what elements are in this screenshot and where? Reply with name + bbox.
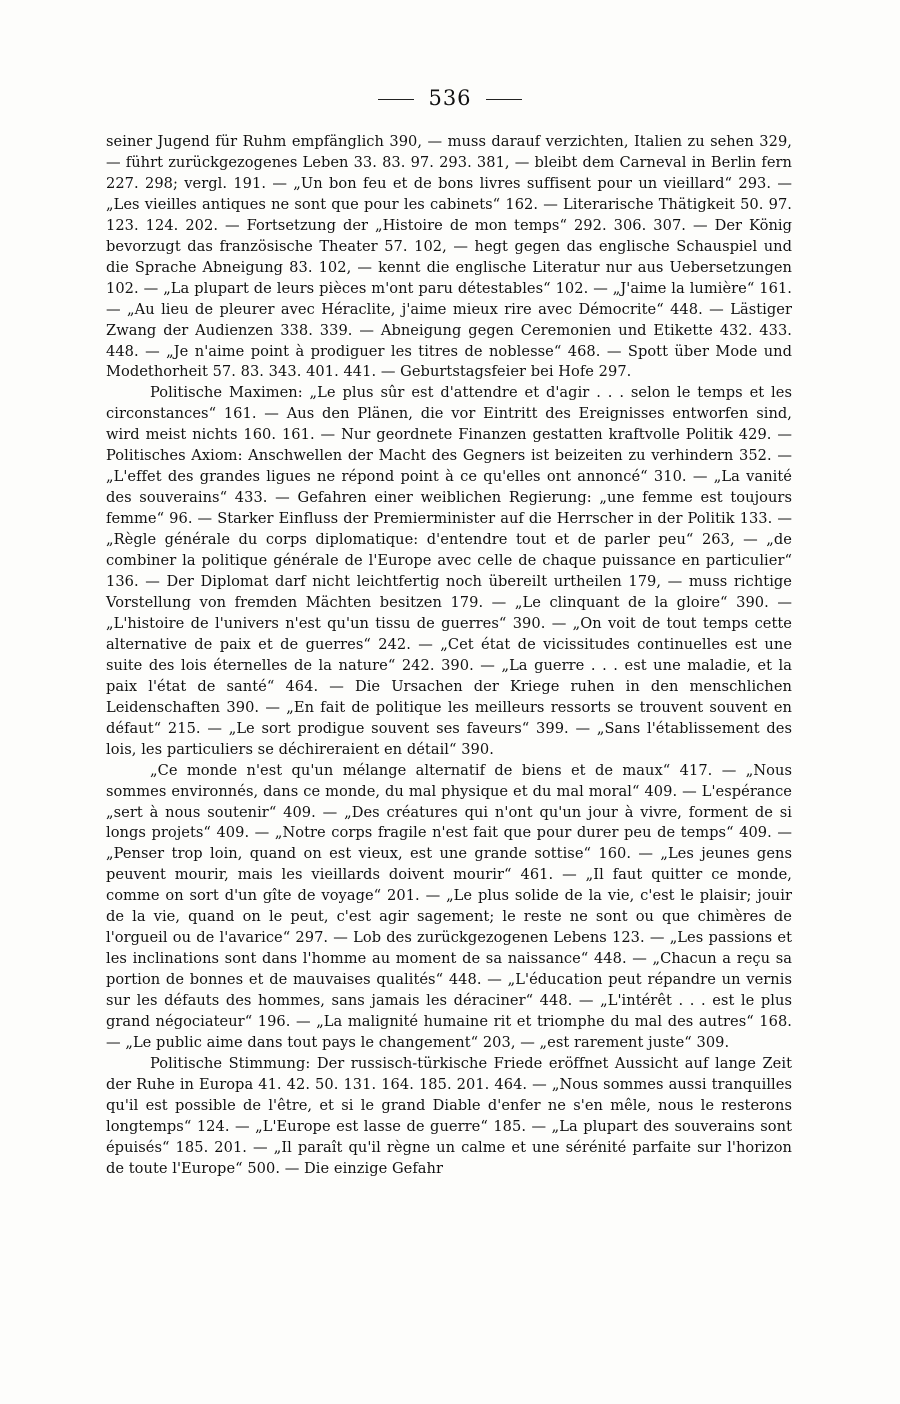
paragraph-2: Politische Maximen: „Le plus sûr est d'attendre et d'agir . . . selon le temps et les circonstances“ 161. — Aus den Plänen, die vor Eintritt des Ereignisses entworfen sind, wird meist nichts 160. 161. — Nur geordnete Finanzen gestatten kraftvolle Politik 429. — Politisches Axiom: Anschwellen der Macht des Gegners ist beizeiten zu verhindern 352. — „L'effet des grandes ligues ne répond point à ce qu'elles ont annoncé“ 310. — „La vanité des souverains“ 433. — Gefahren einer weiblichen Regierung: „une femme est toujours femme“ 96. — Starker Einfluss der Premierminister auf die Herrscher in der Politik 133. — „Règle générale du corps diplomatique: d'entendre tout et de parler peu“ 263, — „de combiner la politique générale de l'Europe avec celle de chaque puissance en particulier“ 136. — Der Diplomat darf nicht leichtfertig noch übereilt urtheilen 179, — muss richtige Vorstellung von fremden Mächten besitzen 179. — „Le clinquant de la gloire“ 390. — „L'histoire de l'univers n'est qu'un tissu de guerres“ 390. — „On voit de tout temps cette alternative de paix et de guerres“ 242. — „Cet état de vicissitudes continuelles est une suite des lois éternelles de la nature“ 242. 390. — „La guerre . . . est une maladie, et la paix l'état de santé“ 464. — Die Ursachen der Kriege ruhen in den menschlichen Leidenschaften 390. — „En fait de politique les meilleurs ressorts se trouvent souvent en défaut“ 215. — „Le sort prodigue souvent ses faveurs“ 399. — „Sans l'établissement des lois, les particuliers se déchireraient en détail“ 390.	[106, 384, 792, 758]
paragraph-1: seiner Jugend für Ruhm empfänglich 390, — muss darauf verzichten, Italien zu sehen 329, — führt zurückgezogenes Leben 33. 83. 97. 293. 381, — bleibt dem Carneval in Berlin fern 227. 298; vergl. 191. — „Un bon feu et de bons livres suffisent pour un vieillard“ 293. — „Les vieilles antiques ne sont que pour les cabinets“ 162. — Literarische Thätigkeit 50. 97. 123. 124. 202. — Fortsetzung der „Histoire de mon temps“ 292. 306. 307. — Der König bevorzugt das französische Theater 57. 102, — hegt gegen das englische Schauspiel und die Sprache Abneigung 83. 102, — kennt die englische Literatur nur aus Uebersetzungen 102. — „La plupart de leurs pièces m'ont paru détestables“ 102. — „J'aime la lumière“ 161. — „Au lieu de pleurer avec Héraclite, j'aime mieux rire avec Démocrite“ 448. — Lästiger Zwang der Audienzen 338. 339. — Abneigung gegen Ceremonien und Etikette 432. 433. 448. — „Je n'aime point à prodiguer les titres de noblesse“ 468. — Spott über Mode und Modethorheit 57. 83. 343. 401. 441. — Geburtstagsfeier bei Hofe 297.	[106, 133, 792, 381]
page-number	[0, 86, 900, 110]
paragraph-4: Politische Stimmung: Der russisch-türkische Friede eröffnet Aussicht auf lange Zeit der Ruhe in Europa 41. 42. 50. 131. 164. 185. 201. 464. — „Nous sommes aussi tranquilles qu'il est possible de l'être, et si le grand Diable d'enfer ne s'en mêle, nous le resterons longtemps“ 124. — „L'Europe est lasse de guerre“ 185. — „La plupart des souverains sont épuisés“ 185. 201. — „Il paraît qu'il règne un calme et une sérénité parfaite sur l'horizon de toute l'Europe“ 500. — Die einzige Gefahr	[106, 1054, 792, 1177]
right-rule	[486, 99, 522, 100]
page-number-text: 536	[428, 86, 472, 110]
index-text	[106, 132, 792, 1180]
left-rule	[378, 99, 414, 100]
paragraph-3: „Ce monde n'est qu'un mélange alternatif de biens et de maux“ 417. — „Nous sommes environnés, dans ce monde, du mal physique et du mal moral“ 409. — L'espérance „sert à nous soutenir“ 409. — „Des créatures qui n'ont qu'un jour à vivre, forment de si longs projets“ 409. — „Notre corps fragile n'est fait que pour durer peu de temps“ 409. — „Penser trop loin, quand on est vieux, est une grande sottise“ 160. — „Les jeunes gens peuvent mourir, mais les vieillards doivent mourir“ 461. — „Il faut quitter ce monde, comme on sort d'un gîte de voyage“ 201. — „Le plus solide de la vie, c'est le plaisir; jouir de la vie, quand on le peut, c'est agir sagement; le reste ne sont ou que chimères de l'orgueil ou de l'avarice“ 297. — Lob des zurückgezogenen Lebens 123. — „Les passions et les inclinations sont dans l'homme au moment de sa naissance“ 448. — „Chacun a reçu sa portion de bonnes et de mauvaises qualités“ 448. — „L'éducation peut répandre un vernis sur les défauts des hommes, sans jamais les déraciner“ 448. — „L'intérêt . . . est le plus grand négociateur“ 196. — „La malignité humaine rit et triomphe du mal des autres“ 168. — „Le public aime dans tout pays le changement“ 203, — „est rarement juste“ 309.	[106, 761, 792, 1051]
